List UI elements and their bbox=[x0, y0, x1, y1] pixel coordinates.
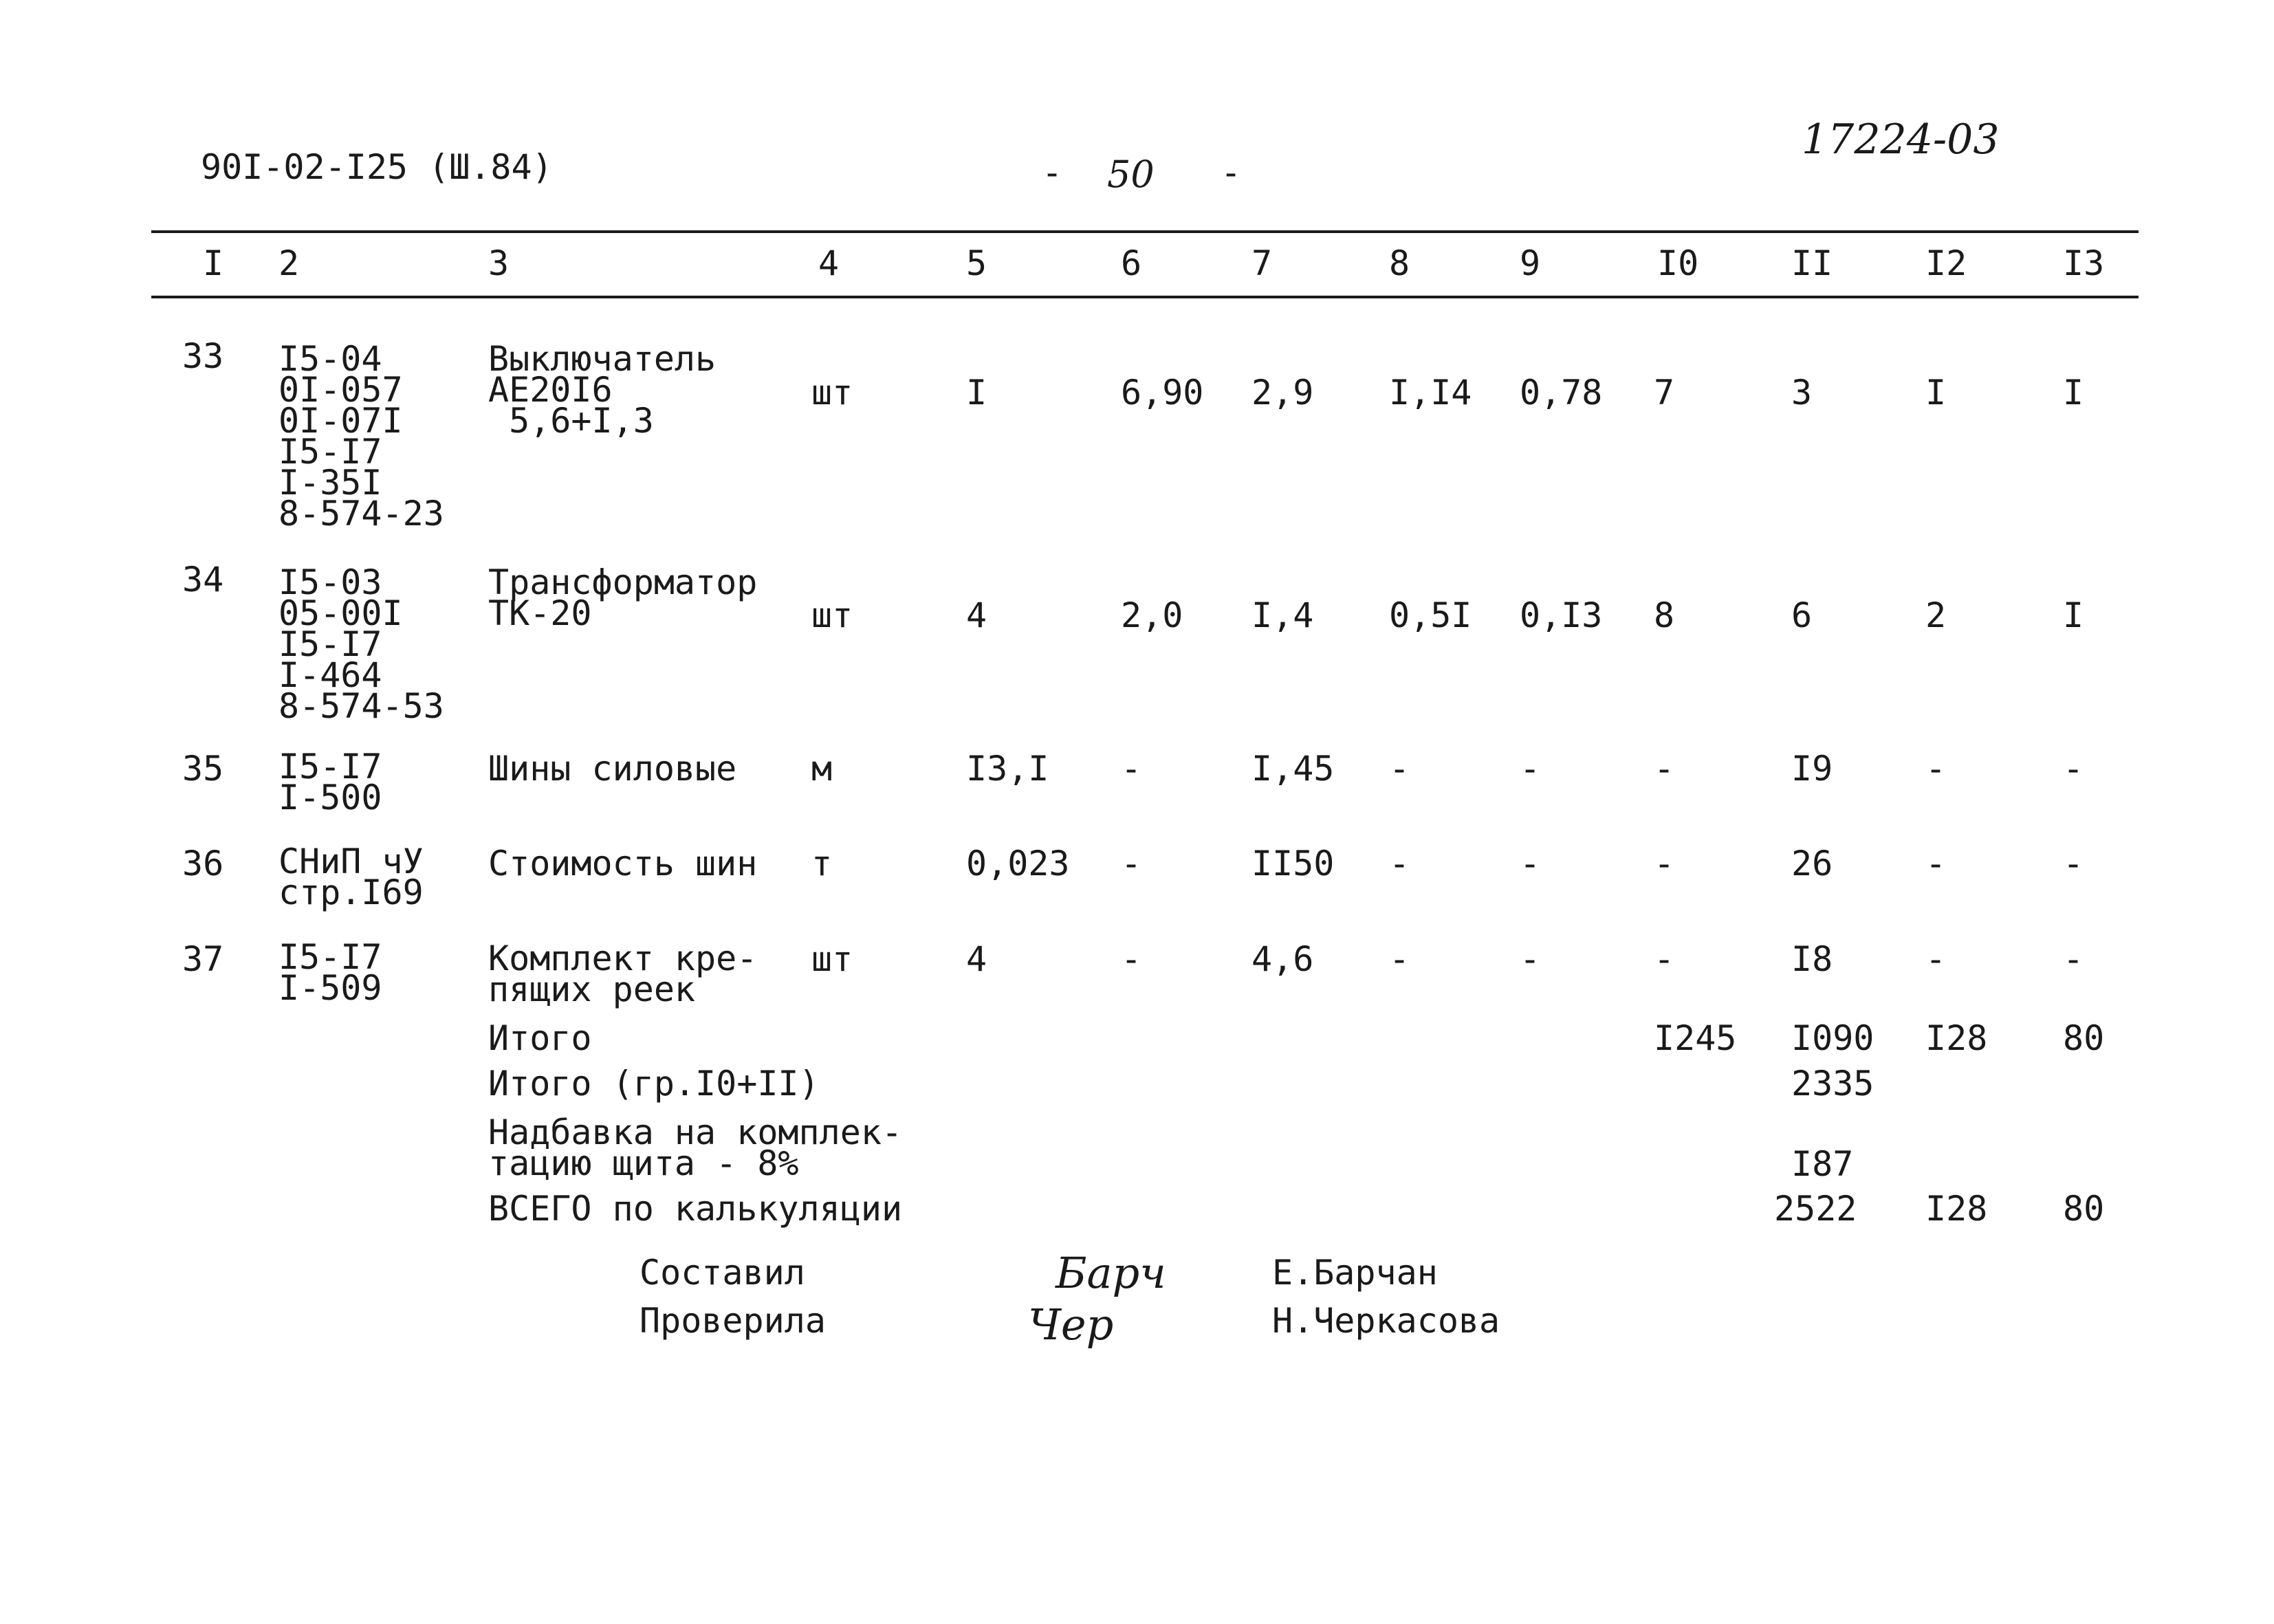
checked-by-name: Н.Черкасова bbox=[1272, 1301, 1500, 1341]
itogo-label: Итого bbox=[488, 1018, 592, 1058]
row-cell: 4 bbox=[966, 595, 987, 635]
itogo-col12: I28 bbox=[1925, 1018, 1988, 1058]
itogo-groups-label: Итого (гр.I0+II) bbox=[488, 1064, 820, 1104]
row-cell: I,I4 bbox=[1389, 373, 1472, 413]
row-cell: - bbox=[1925, 939, 1947, 979]
row-cell: - bbox=[1654, 844, 1675, 884]
row-cell: 3 bbox=[1791, 373, 1813, 413]
table-top-rule bbox=[151, 230, 2139, 233]
vsego-label: ВСЕГО по калькуляции bbox=[488, 1189, 903, 1229]
column-header: 5 bbox=[966, 243, 987, 283]
row-cell: - bbox=[1654, 939, 1675, 979]
album-number: 17224-03 bbox=[1802, 116, 2000, 164]
row-cell: - bbox=[2063, 939, 2084, 979]
row-unit: шт bbox=[811, 939, 853, 979]
nadbavka-col11: I87 bbox=[1791, 1144, 1854, 1184]
row-cell: 26 bbox=[1791, 844, 1833, 884]
page-number: 50 bbox=[1107, 153, 1155, 196]
column-header: 7 bbox=[1251, 243, 1273, 283]
row-cell: - bbox=[1654, 749, 1675, 789]
column-header: 6 bbox=[1121, 243, 1142, 283]
column-header: I3 bbox=[2063, 243, 2105, 283]
row-codes: I5-I7 I-500 bbox=[278, 747, 382, 818]
row-cell: 0,5I bbox=[1389, 595, 1472, 635]
page-number-dash-left: - bbox=[1042, 153, 1063, 193]
row-name: Шины силовые bbox=[488, 749, 737, 789]
row-cell: - bbox=[1520, 844, 1541, 884]
row-cell: - bbox=[1925, 749, 1947, 789]
compiled-by-name: Е.Барчан bbox=[1272, 1253, 1438, 1293]
itogo-groups-col11: 2335 bbox=[1791, 1064, 1874, 1104]
compiled-signature: Барч bbox=[1056, 1248, 1166, 1298]
column-header: I2 bbox=[1925, 243, 1967, 283]
row-cell: I,4 bbox=[1251, 595, 1314, 635]
row-cell: 0,023 bbox=[966, 844, 1070, 884]
row-cell: - bbox=[1389, 844, 1410, 884]
row-cell: - bbox=[1520, 939, 1541, 979]
column-header: I bbox=[203, 243, 224, 283]
row-unit: шт bbox=[811, 595, 853, 635]
row-unit: м bbox=[811, 749, 833, 789]
row-name: Стоимость шин bbox=[488, 844, 758, 884]
column-header: 9 bbox=[1520, 243, 1541, 283]
document-code: 90I-02-I25 (Ш.84) bbox=[201, 147, 553, 187]
row-cell: - bbox=[1121, 844, 1142, 884]
row-cell: I,45 bbox=[1251, 749, 1335, 789]
checked-by-label: Проверила bbox=[639, 1301, 826, 1341]
row-name: Выключатель АЕ20I6 5,6+I,3 bbox=[488, 339, 717, 441]
nadbavka-label: Надбавка на комплек- тацию щита - 8% bbox=[488, 1112, 903, 1183]
column-header: II bbox=[1791, 243, 1833, 283]
row-codes: I5-03 05-00I I5-I7 I-464 8-574-53 bbox=[278, 562, 444, 726]
row-number: 35 bbox=[182, 749, 224, 789]
row-cell: I8 bbox=[1791, 939, 1833, 979]
row-number: 34 bbox=[182, 560, 224, 600]
row-cell: - bbox=[1389, 749, 1410, 789]
vsego-col12: I28 bbox=[1925, 1189, 1988, 1229]
page-number-dash-right: - bbox=[1221, 153, 1242, 193]
row-cell: 4,6 bbox=[1251, 939, 1314, 979]
checked-signature: Чер bbox=[1028, 1299, 1114, 1350]
row-name: Комплект кре- пящих реек bbox=[488, 939, 758, 1009]
row-cell: - bbox=[1121, 939, 1142, 979]
row-codes: I5-I7 I-509 bbox=[278, 937, 382, 1008]
row-cell: 4 bbox=[966, 939, 987, 979]
row-cell: 0,78 bbox=[1520, 373, 1603, 413]
itogo-col11: I090 bbox=[1791, 1018, 1874, 1058]
row-codes: I5-04 0I-057 0I-07I I5-I7 I-35I 8-574-23 bbox=[278, 339, 444, 534]
row-cell: - bbox=[1925, 844, 1947, 884]
itogo-col13: 80 bbox=[2063, 1018, 2105, 1058]
row-cell: II50 bbox=[1251, 844, 1335, 884]
row-cell: I3,I bbox=[966, 749, 1049, 789]
row-cell: 2,0 bbox=[1121, 595, 1183, 635]
row-cell: - bbox=[2063, 749, 2084, 789]
column-header: 3 bbox=[488, 243, 510, 283]
row-cell: - bbox=[1389, 939, 1410, 979]
row-cell: - bbox=[1520, 749, 1541, 789]
row-number: 37 bbox=[182, 939, 224, 979]
row-cell: 6 bbox=[1791, 595, 1813, 635]
column-header: 2 bbox=[278, 243, 300, 283]
row-cell: 2,9 bbox=[1251, 373, 1314, 413]
vsego-col11: 2522 bbox=[1774, 1189, 1857, 1229]
row-cell: 7 bbox=[1654, 373, 1675, 413]
row-cell: - bbox=[1121, 749, 1142, 789]
vsego-col13: 80 bbox=[2063, 1189, 2105, 1229]
row-cell: 0,I3 bbox=[1520, 595, 1603, 635]
row-number: 36 bbox=[182, 844, 224, 884]
row-codes: СНиП чУ стр.I69 bbox=[278, 842, 424, 912]
row-cell: 2 bbox=[1925, 595, 1947, 635]
column-header: 8 bbox=[1389, 243, 1410, 283]
compiled-by-label: Составил bbox=[639, 1253, 805, 1293]
row-number: 33 bbox=[182, 336, 224, 376]
row-cell: I9 bbox=[1791, 749, 1833, 789]
row-cell: I bbox=[2063, 373, 2084, 413]
row-cell: I bbox=[1925, 373, 1947, 413]
column-header: I0 bbox=[1657, 243, 1699, 283]
column-header: 4 bbox=[818, 243, 840, 283]
row-cell: 6,90 bbox=[1121, 373, 1204, 413]
row-unit: шт bbox=[811, 373, 853, 413]
row-cell: 8 bbox=[1654, 595, 1675, 635]
table-header-rule bbox=[151, 296, 2139, 298]
row-cell: - bbox=[2063, 844, 2084, 884]
itogo-col10: I245 bbox=[1654, 1018, 1737, 1058]
row-name: Трансформатор ТК-20 bbox=[488, 562, 758, 633]
row-cell: I bbox=[2063, 595, 2084, 635]
row-unit: т bbox=[811, 844, 833, 884]
row-cell: I bbox=[966, 373, 987, 413]
